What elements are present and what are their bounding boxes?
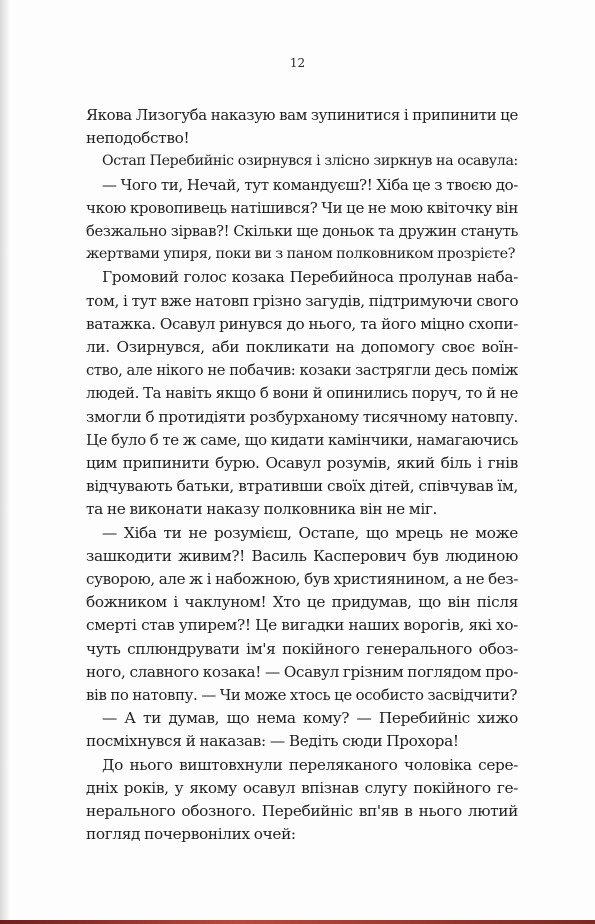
text-line: ватажка. Осавул ринувся до нього, та його міцно схопи- xyxy=(86,314,518,333)
text-line: ли. Озирнувся, аби покликати на допомогу своє воїн- xyxy=(86,338,518,357)
page-number: 12 xyxy=(289,56,306,70)
text-line: божником і чаклуном! Хто це придумав, що він після xyxy=(86,593,518,612)
text-line: — А ти думав, що нема кому? — Перебийніс хижо xyxy=(102,709,518,728)
text-line: жертвами упиря, поки ви з паном полковником прозрієте? xyxy=(86,246,516,263)
text-line: ного, славного козака! — Осавул грізним поглядом про- xyxy=(86,662,518,681)
text-line: — Хіба ти не розумієш, Остапе, що мрець не може xyxy=(102,523,518,542)
text-line: зашкодити живим?! Василь Касперович був людиною xyxy=(86,546,518,565)
text-line: посміхнувся й наказав: — Ведіть сюди Прохора! xyxy=(86,732,459,751)
text-line: Якова Лизогуба наказую вам зупинитися і припинити це xyxy=(86,106,518,124)
text-line: чуть сплюндрувати ім'я покійного генерального обоз- xyxy=(86,639,518,658)
text-line: смерті став упирем?! Це вигадки наших ворогів, які хо- xyxy=(86,616,518,635)
text-line: До нього виштовхнули переляканого чоловіка сере- xyxy=(102,755,518,774)
text-line: Остап Перебийніс озирнувся і злісно зиркнув на осавула: xyxy=(102,153,518,170)
text-line: цим припинити бурю. Осавул розумів, який біль і гнів xyxy=(86,454,518,473)
text-line: суворою, але ж і набожною, був християнином, а не без- xyxy=(86,570,518,589)
text-line: чкою кровопивець натішився? Чи це не мою квіточку він xyxy=(86,198,518,217)
text-line: змогли б протидіяти розбурханому тисячному натовпу. xyxy=(86,407,518,426)
text-line: неподобство! xyxy=(86,129,190,148)
book-cover-edge xyxy=(0,920,595,924)
text-line: людей. Та навіть якщо б вони й опинились поруч, то й не xyxy=(86,384,518,403)
text-line: дніх років, у якому осавул впізнав слугу покійного ге- xyxy=(86,778,518,797)
text-line: та не виконати наказу полковника він не міг. xyxy=(86,500,438,519)
text-line: нерального обозного. Перебийніс вп'яв в нього лютий xyxy=(86,802,518,821)
text-line: — Чого ти, Нечай, тут командуєш?! Хіба це з твоєю до- xyxy=(102,175,518,194)
text-line: погляд почервонілих очей: xyxy=(86,825,296,844)
text-line: Це було б те ж саме, що кидати камінчики, намагаючись xyxy=(86,430,518,449)
text-line: ство, але нікого не побачив: козаки застрягли десь поміж xyxy=(86,362,518,380)
page-gutter-shadow xyxy=(0,0,10,924)
body-text xyxy=(86,104,518,847)
text-line: відчувають батьки, втративши своїх дітей, співчував їм, xyxy=(86,477,518,496)
text-line: безжально зірвав?! Скільки ще доньок та дружин стануть xyxy=(86,223,518,241)
text-line: том, і тут вже натовп грізно загудів, підтримуючи свого xyxy=(86,291,518,310)
text-line: Громовий голос козака Перебийноса пролунав наба- xyxy=(102,268,518,287)
text-line: вів по натовпу. — Чи може хтось це особисто засвідчити? xyxy=(86,686,518,705)
